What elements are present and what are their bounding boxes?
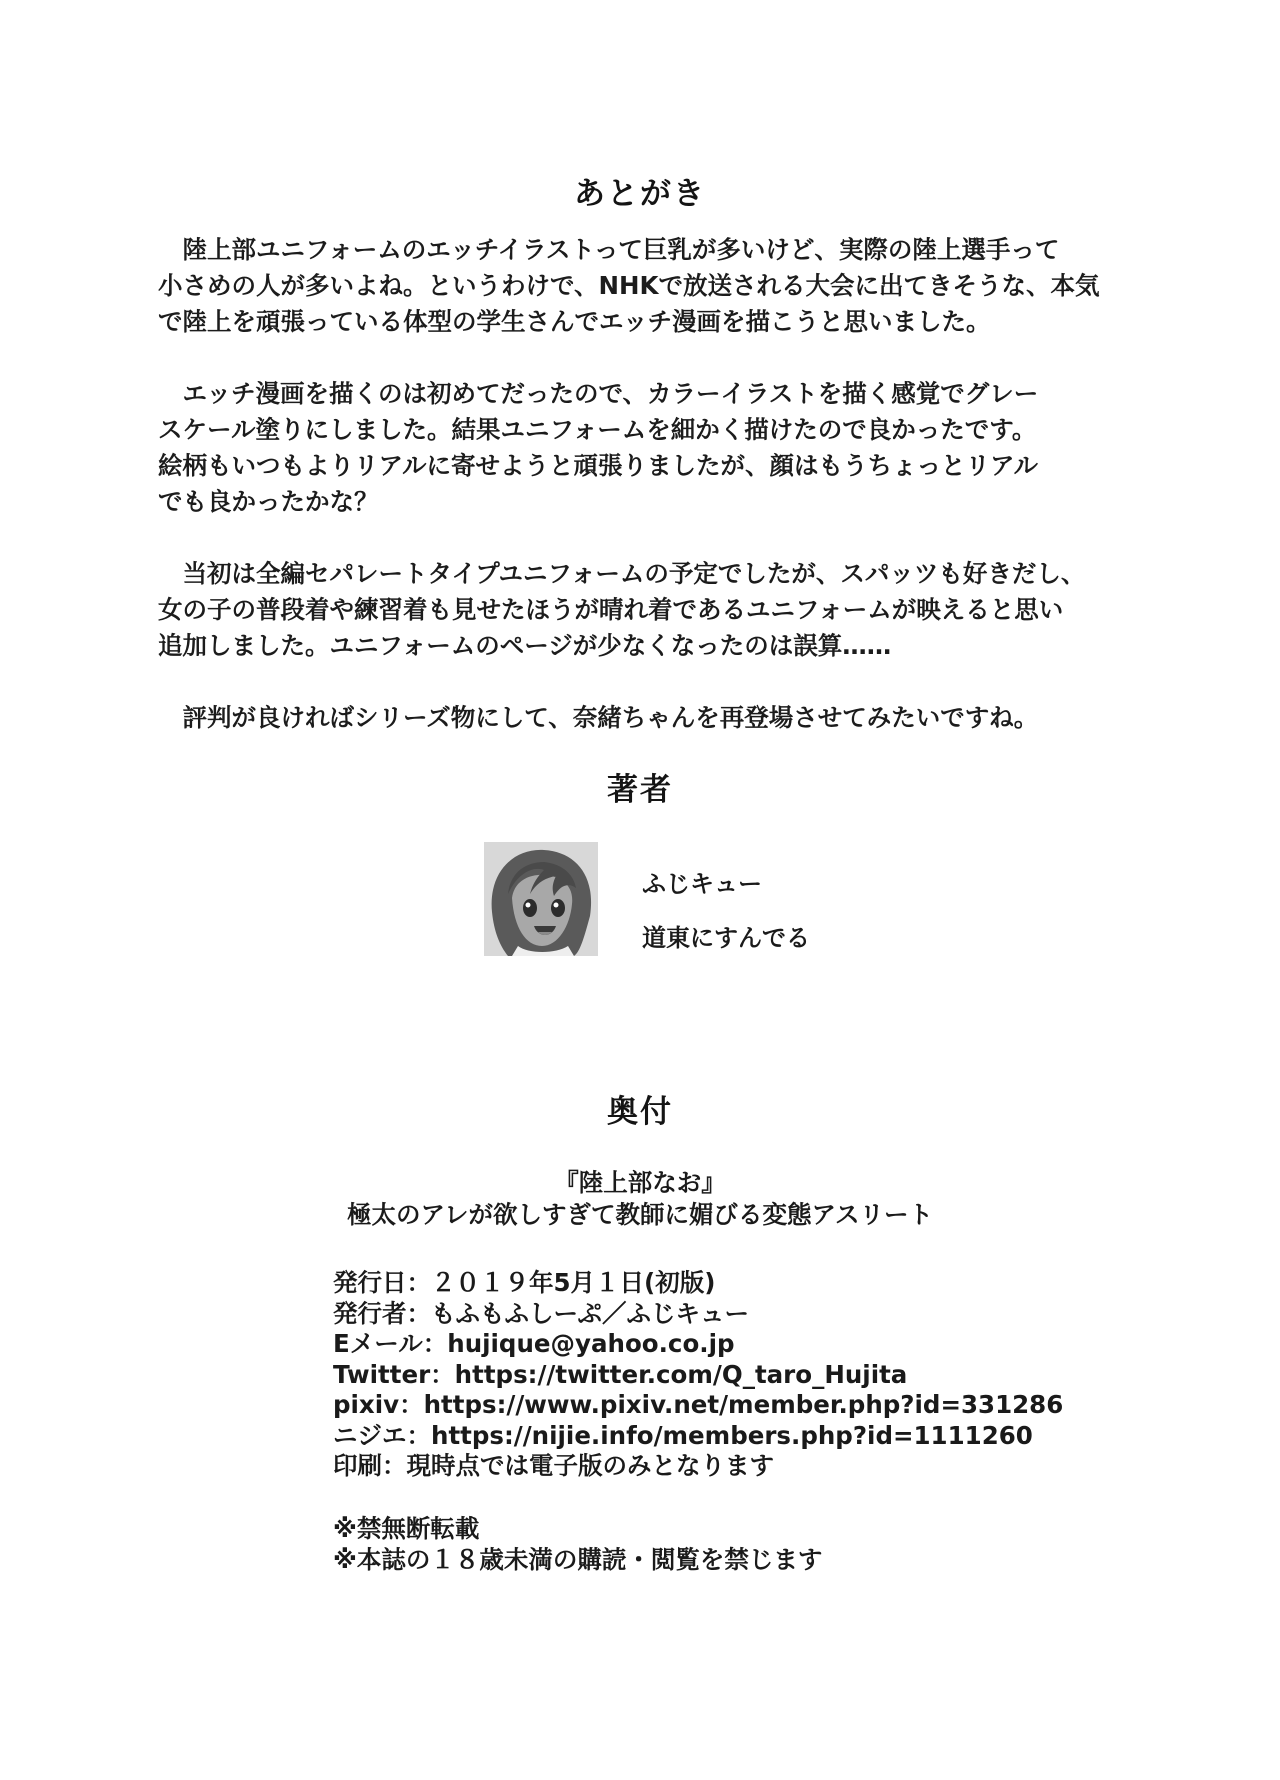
notices — [333, 1514, 1133, 1575]
colophon-info — [333, 1268, 1133, 1482]
nijie-link: ニジエ：https://nijie.info/members.php?id=1111260 — [333, 1420, 1033, 1450]
printing: 印刷：現時点では電子版のみとなります — [333, 1451, 774, 1480]
afterword-paragraph-4: 評判が良ければシリーズ物にして、奈緒ちゃんを再登場させてみたいですね。 — [158, 703, 1039, 732]
author-avatar-icon — [484, 842, 598, 956]
book-title: 『陸上部なお』 — [554, 1168, 726, 1197]
author-heading: 著者 — [607, 772, 673, 808]
author-name: ふじキュー — [642, 870, 762, 898]
notice-no-reprint: ※禁無断転載 — [333, 1514, 480, 1543]
avatar — [484, 842, 598, 956]
afterword-body — [158, 232, 1118, 772]
afterword-paragraph-3: 当初は全編セパレートタイプユニフォームの予定でしたが、スパッツも好きだし、 女の子の普段着や練習着も見せたほうが晴れ着であるユニフォームが映えると思い 追加しました。ユニフォームのページが少なくなったのは誤算…… — [158, 559, 1086, 660]
publish-date: 発行日：２０１９年5月１日(初版) — [333, 1268, 716, 1297]
afterword-heading: あとがき — [574, 176, 706, 212]
email: Eメール：hujique@yahoo.co.jp — [333, 1329, 735, 1358]
colophon-heading: 奥付 — [607, 1094, 673, 1130]
afterword-paragraph-2: エッチ漫画を描くのは初めてだったので、カラーイラストを描く感覚でグレー スケール塗りにしました。結果ユニフォームを細かく描けたので良かったです。 絵柄もいつもよりリアルに寄せようと頑張りましたが、顔はもうちょっとリアル でも良かったかな？ — [158, 379, 1039, 516]
book-subtitle: 極太のアレが欲しすぎて教師に媚びる変態アスリート — [346, 1200, 934, 1229]
author-location: 道東にすんでる — [642, 924, 810, 952]
afterword-paragraph-1: 陸上部ユニフォームのエッチイラストって巨乳が多いけど、実際の陸上選手って 小さめの人が多いよね。というわけで、NHKで放送される大会に出てきそうな、本気 で陸上を頑張っている体型の学生さんでエッチ漫画を描こうと思いました。 — [158, 235, 1100, 336]
pixiv-link: pixiv：https://www.pixiv.net/member.php?id=331286 — [333, 1390, 1064, 1419]
notice-age-restriction: ※本誌の１８歳未満の購読・閲覧を禁じます — [333, 1544, 823, 1574]
publisher: 発行者：もふもふしーぷ／ふじキュー — [333, 1298, 750, 1328]
author-block — [484, 842, 884, 958]
twitter-link: Twitter：https://twitter.com/Q_taro_Hujita — [333, 1359, 908, 1389]
